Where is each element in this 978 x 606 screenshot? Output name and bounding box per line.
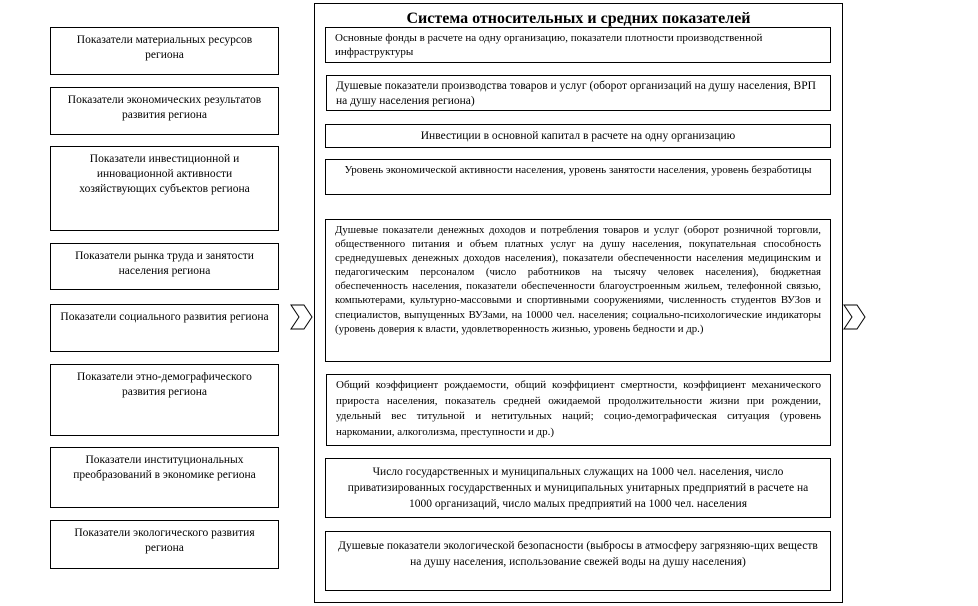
right-box-labor-market: Уровень экономической активности населения, уровень занятости населения, уровень безработицы [325, 159, 831, 195]
right-box-material-resources: Основные фонды в расчете на одну организацию, показатели плотности производственной инфраструктуры [325, 27, 831, 63]
right-box-economic-results: Душевые показатели производства товаров и услуг (оборот организаций на душу населения, ВРП на душу населения региона) [326, 75, 831, 111]
left-box-economic-results: Показатели экономических результатов развития региона [50, 87, 279, 135]
left-box-ethno-demographic: Показатели этно-демографического развития региона [50, 364, 279, 436]
right-box-social-development: Душевые показатели денежных доходов и потребления товаров и услуг (оборот розничной торговли, общественного питания и объем платных услуг на душу населения, покупательная способность среднедушевых денежных доходов населения), показатели обеспеченности населения медицинским и педагогическим персоналом (число работников на тысячу человек населения), бюджетная обеспеченность населения, показатели обеспеченности благоустроенным жильем, телефонной связью, компьютерами, культурно-массовыми и спортивными сооружениями, численность студентов ВУЗов и специалистов, выпущенных ВУЗами, на 10000 чел. населения; социально-психологические индикаторы (уровень доверия к власти, удовлетворенность жизнью, уровень бедности и др.) [325, 219, 831, 362]
right-box-investment: Инвестиции в основной капитал в расчете на одну организацию [325, 124, 831, 148]
left-box-labor-market: Показатели рынка труда и занятости населения региона [50, 243, 279, 290]
left-chevron-arrow-icon [290, 304, 314, 330]
left-box-institutional: Показатели институциональных преобразований в экономике региона [50, 447, 279, 508]
left-box-material-resources: Показатели материальных ресурсов региона [50, 27, 279, 75]
left-box-social-development: Показатели социального развития региона [50, 304, 279, 352]
left-box-investment-activity: Показатели инвестиционной и инновационной активности хозяйствующих субъектов региона [50, 146, 279, 231]
right-box-ecological: Душевые показатели экологической безопасности (выбросы в атмосферу загрязняю-щих веществ на душу населения, использование свежей воды на душу населения) [325, 531, 831, 591]
right-box-institutional: Число государственных и муниципальных служащих на 1000 чел. населения, число приватизированных государственных и муниципальных унитарных предприятий в расчете на 1000 организаций, число малых предприятий на 1000 чел. населения [325, 458, 831, 518]
right-chevron-arrow-icon [843, 304, 867, 330]
diagram-title: Система относительных и средних показателей [406, 10, 751, 27]
left-box-ecological: Показатели экологического развития региона [50, 520, 279, 569]
right-box-ethno-demographic: Общий коэффициент рождаемости, общий коэффициент смертности, коэффициент механического прироста населения, показатель средней ожидаемой продолжительности жизни при рождении, удельный вес титульной и нетитульных наций; социо-демографическая ситуация (уровень наркомании, алкоголизма, преступности и др.) [326, 374, 831, 446]
